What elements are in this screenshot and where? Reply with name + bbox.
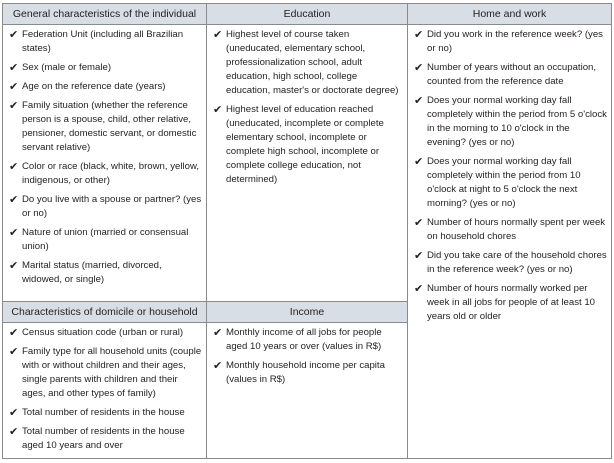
- checkmark-icon: ✔: [414, 29, 424, 41]
- list-item: ✔ Nature of union (married or consensual union): [9, 227, 189, 252]
- list-item: ✔ Federation Unit (including all Brazilian states): [9, 29, 184, 54]
- list-item: ✔ Age on the reference date (years): [9, 81, 166, 93]
- item-list: [408, 25, 611, 324]
- checkmark-icon: ✔: [414, 95, 424, 107]
- checkmark-icon: ✔: [9, 29, 19, 41]
- checkmark-icon: ✔: [213, 360, 223, 372]
- checkmark-icon: ✔: [9, 407, 19, 419]
- checkmark-icon: ✔: [9, 81, 19, 93]
- list-item: ✔ Census situation code (urban or rural): [9, 327, 184, 339]
- list-item: ✔ Color or race (black, white, brown, yellow, indigenous, or other): [9, 161, 200, 186]
- section-income: [206, 301, 408, 459]
- checkmark-icon: ✔: [9, 194, 19, 206]
- list-item: ✔ Family type for all household units (couple with or without children and their ages, single parents with children and their ages, and other types of family): [9, 346, 202, 399]
- list-item: ✔ Did you work in the reference week? (yes or no): [414, 29, 603, 54]
- list-item: ✔ Monthly income of all jobs for people aged 10 years or over (values in R$): [213, 327, 382, 352]
- list-item: ✔ Do you live with a spouse or partner? (yes or no): [9, 194, 202, 219]
- list-item: ✔ Did you take care of the household chores in the reference week? (yes or no): [414, 250, 607, 275]
- checkmark-icon: ✔: [213, 104, 223, 116]
- item-list: [207, 25, 407, 187]
- list-item: ✔ Does your normal working day fall completely within the period from 10 o'clock at night to 5 o'clock the next morning? (yes or no): [414, 156, 581, 209]
- list-item: ✔ Does your normal working day fall completely within the period from 5 o'clock in the morning to 10 o'clock in the evening? (yes or no): [414, 95, 607, 148]
- list-item: ✔ Highest level of course taken (uneducated, elementary school, professionalization school, adult education, high school, college education, master's or doctorate degree): [213, 29, 399, 96]
- list-item: ✔ Marital status (married, divorced, widowed, or single): [9, 260, 162, 285]
- checkmark-icon: ✔: [9, 161, 19, 173]
- item-list: [3, 323, 206, 453]
- section-header: Characteristics of domicile or household: [3, 302, 206, 323]
- list-item: ✔ Family situation (whether the reference person is a spouse, child, other relative, pensioner, domestic servant, or domestic servant relative): [9, 100, 197, 153]
- section-home-and-work: [407, 3, 612, 459]
- item-list: [207, 323, 407, 387]
- section-header: General characteristics of the individual: [3, 4, 206, 25]
- list-item: ✔ Total number of residents in the house: [9, 407, 185, 419]
- checkmark-icon: ✔: [213, 327, 223, 339]
- checkmark-icon: ✔: [414, 250, 424, 262]
- section-education: [206, 3, 408, 302]
- list-item: ✔ Number of hours normally worked per week in all jobs for people of at least 10 years old or older: [414, 283, 595, 322]
- section-header: Income: [207, 302, 407, 323]
- list-item: ✔ Number of years without an occupation, counted from the reference date: [414, 62, 597, 87]
- checkmark-icon: ✔: [9, 346, 19, 358]
- checkmark-icon: ✔: [9, 426, 19, 438]
- checkmark-icon: ✔: [9, 260, 19, 272]
- section-domicile-household: [2, 301, 207, 459]
- list-item: ✔ Number of hours normally spent per week on household chores: [414, 217, 606, 242]
- checkmark-icon: ✔: [414, 156, 424, 168]
- section-header: Home and work: [408, 4, 611, 25]
- checkmark-icon: ✔: [9, 327, 19, 339]
- checkmark-icon: ✔: [414, 62, 424, 74]
- list-item: ✔ Monthly household income per capita (values in R$): [213, 360, 385, 385]
- item-list: [3, 25, 206, 287]
- checkmark-icon: ✔: [9, 62, 19, 74]
- list-item: ✔ Total number of residents in the house aged 10 years and over: [9, 426, 185, 451]
- checkmark-icon: ✔: [213, 29, 223, 41]
- checkmark-icon: ✔: [414, 217, 424, 229]
- section-general-characteristics: [2, 3, 207, 302]
- list-item: ✔ Sex (male or female): [9, 62, 112, 74]
- checkmark-icon: ✔: [9, 227, 19, 239]
- checkmark-icon: ✔: [9, 100, 19, 112]
- section-header: Education: [207, 4, 407, 25]
- list-item: ✔ Highest level of education reached (uneducated, incomplete or complete elementary school, incomplete or complete high school, incomplete or complete college education, not determined): [213, 104, 384, 185]
- checkmark-icon: ✔: [414, 283, 424, 295]
